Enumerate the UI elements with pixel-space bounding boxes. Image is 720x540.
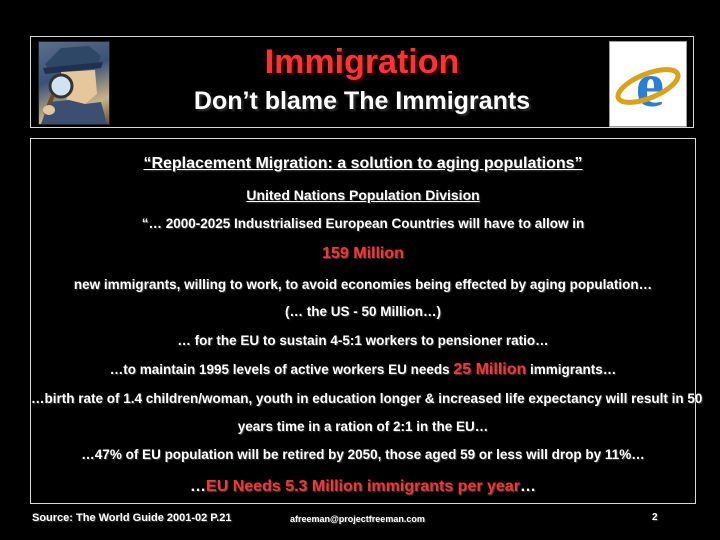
text-line: … for the EU to sustain 4-5:1 workers to pensioner ratio… xyxy=(177,333,549,348)
internet-explorer-icon xyxy=(609,41,687,127)
content-box xyxy=(30,138,703,504)
text-line: years time in a ration of 2:1 in the EU… xyxy=(237,419,489,434)
report-source: United Nations Population Division xyxy=(246,187,480,203)
author-email: afreeman@projectfreeman.com xyxy=(290,514,425,524)
quote-intro: “… 2000-2025 Industrialised European Countries will have to allow in xyxy=(141,216,585,231)
page-subtitle: Don’t blame The Immigrants xyxy=(193,87,531,115)
text-line: …47% of EU population will be retired by 2050, those aged 59 or less will drop by 11%… xyxy=(81,447,645,462)
text-fragment: … xyxy=(190,478,207,495)
text-line: new immigrants, willing to work, to avoid economies being effected by aging population… xyxy=(73,277,653,292)
text-line xyxy=(31,361,695,379)
highlight-figure: 159 Million xyxy=(322,245,404,262)
svg-text:e: e xyxy=(635,49,665,120)
page-number: 2 xyxy=(652,512,658,523)
page-title: Immigration xyxy=(264,43,460,81)
highlight-figure: 25 Million xyxy=(453,361,527,378)
text-fragment: immigrants… xyxy=(526,362,617,377)
report-title: “Replacement Migration: a solution to aging populations” xyxy=(143,155,583,172)
highlight-conclusion: EU Needs 5.3 Million immigrants per year xyxy=(206,478,520,495)
header-box xyxy=(30,36,694,128)
source-citation: Source: The World Guide 2001-02 P.21 xyxy=(32,512,232,524)
text-fragment: …to maintain 1995 levels of active workers EU needs xyxy=(109,362,454,377)
conclusion-line xyxy=(31,478,695,496)
text-line: (… the US - 50 Million…) xyxy=(284,304,441,319)
text-line: …birth rate of 1.4 children/woman, youth in education longer & increased life expectancy will result in 50 xyxy=(31,391,703,406)
text-fragment: … xyxy=(519,478,536,495)
